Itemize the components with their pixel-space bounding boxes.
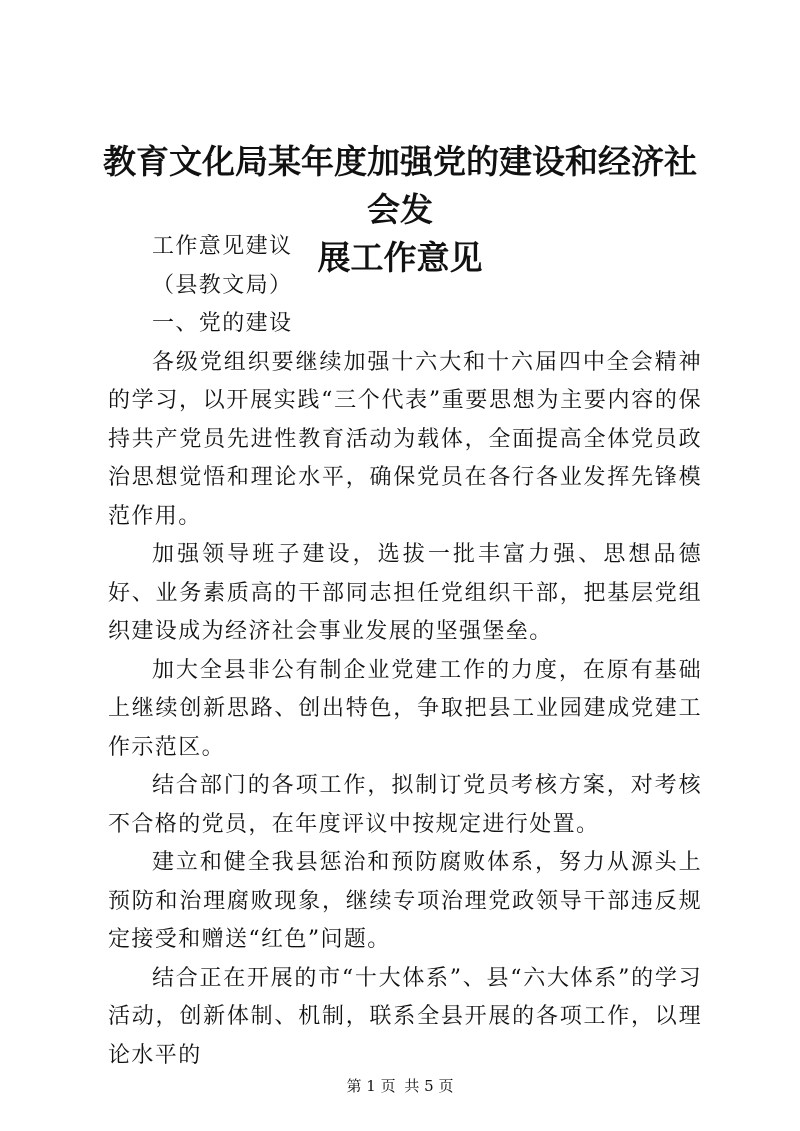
subtitle-suggestion: 工作意见建议	[152, 234, 293, 259]
body-paragraph: 加强领导班子建设，选拔一批丰富力强、思想品德好、业务素质高的干部同志担任党组织干部，把基层党组织建设成为经济社会事业发展的坚强堡垒。	[108, 542, 702, 644]
page-total: 共 5 页	[404, 1077, 454, 1095]
body-paragraph: 建立和健全我县惩治和预防腐败体系，努力从源头上预防和治理腐败现象，继续专项治理党政领导干部违反规定接受和赠送“红色”问题。	[108, 850, 702, 952]
section-heading: 一、党的建设	[152, 311, 293, 336]
document-body	[108, 228, 702, 1075]
title-line-1: 教育文化局某年度加强党的建设和经济社会发	[103, 142, 697, 229]
page-number: 第 1 页	[346, 1077, 396, 1095]
body-paragraph: 结合部门的各项工作，拟制订党员考核方案，对考核不合格的党员，在年度评议中按规定进行处置。	[108, 773, 702, 837]
issuer-note: （县教文局）	[152, 272, 293, 298]
page-footer	[0, 1076, 800, 1096]
body-paragraph: 各级党组织要继续加强十六大和十六届四中全会精神的学习，以开展实践“三个代表”重要思想为主要内容的保持共产党员先进性教育活动为载体，全面提高全体党员政治思想觉悟和理论水平，确保党员在各行各业发挥先锋模范作用。	[108, 349, 702, 529]
title-line-2: 展工作意见	[317, 238, 483, 277]
body-paragraph: 加大全县非公有制企业党建工作的力度，在原有基础上继续创新思路、创出特色，争取把县工业园建成党建工作示范区。	[108, 657, 702, 760]
body-paragraph: 结合正在开展的市“十大体系”、县“六大体系”的学习活动，创新体制、机制，联系全县开展的各项工作，以理论水平的	[108, 965, 702, 1068]
